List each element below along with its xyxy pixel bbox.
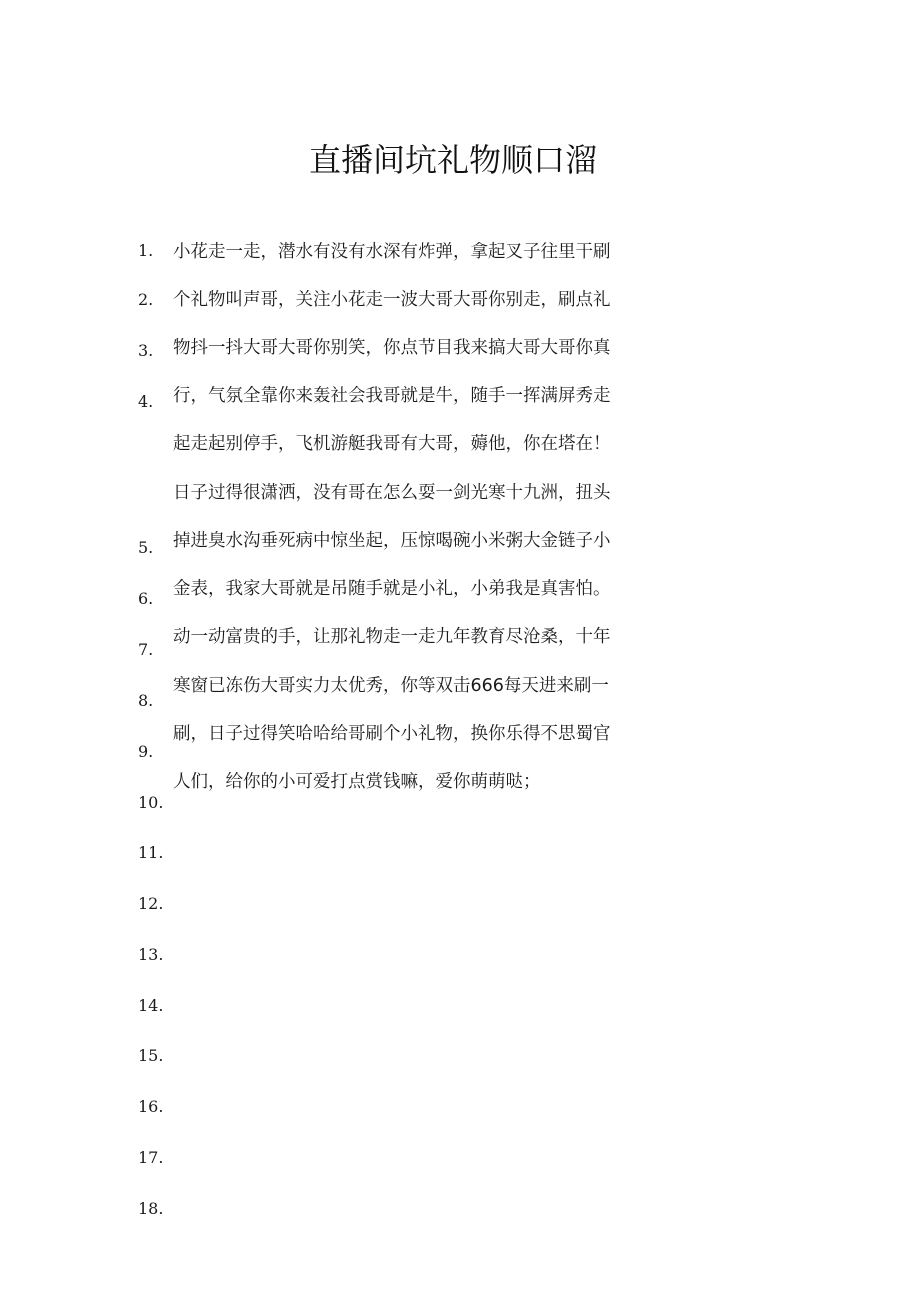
page-title: 直播间坑礼物顺口溜	[308, 141, 597, 179]
text-line: 个礼物叫声哥，关注小花走一波大哥大哥你别走，刷点礼	[173, 290, 611, 310]
line-number-column	[138, 0, 174, 1302]
line-number: 4.	[138, 392, 154, 411]
line-number: 14.	[138, 996, 164, 1015]
text-line: 动一动富贵的手，让那礼物走一走九年教育尽沧桑，十年	[173, 627, 611, 647]
text-line: 行，气氛全靠你来轰社会我哥就是牛，随手一挥满屏秀走	[173, 386, 611, 406]
line-number: 8.	[138, 691, 154, 710]
line-number: 7.	[138, 640, 154, 659]
line-number: 16.	[138, 1097, 164, 1116]
line-number: 11.	[138, 843, 164, 862]
line-number: 13.	[138, 945, 164, 964]
line-number: 10.	[138, 793, 164, 812]
line-number: 2.	[138, 290, 154, 309]
line-number: 17.	[138, 1148, 164, 1167]
line-number: 6.	[138, 589, 154, 608]
text-line: 掉进臭水沟垂死病中惊坐起，压惊喝碗小米粥大金链子小	[173, 531, 611, 551]
line-number: 1.	[138, 241, 154, 260]
line-number: 9.	[138, 742, 154, 761]
line-number: 15.	[138, 1046, 164, 1065]
text-line: 人们，给你的小可爱打点赏钱嘛，爱你萌萌哒；	[173, 772, 541, 792]
text-line: 物抖一抖大哥大哥你别笑，你点节目我来搞大哥大哥你真	[173, 338, 611, 358]
line-number: 3.	[138, 341, 154, 360]
text-line: 刷，日子过得笑哈哈给哥刷个小礼物，换你乐得不思蜀官	[173, 724, 611, 744]
line-number: 12.	[138, 894, 164, 913]
text-line: 小花走一走，潜水有没有水深有炸弹，拿起叉子往里干刷	[173, 242, 611, 262]
text-line: 起走起别停手，飞机游艇我哥有大哥，薅他，你在塔在！	[173, 434, 611, 454]
text-line: 寒窗已冻伤大哥实力太优秀，你等双击666每天进来刷一	[173, 676, 609, 696]
text-line: 金表，我家大哥就是吊随手就是小礼，小弟我是真害怕。	[173, 579, 611, 599]
line-number: 5.	[138, 538, 154, 557]
text-line: 日子过得很潇洒，没有哥在怎么耍一剑光寒十九洲，扭头	[173, 483, 611, 503]
line-number: 18.	[138, 1199, 164, 1218]
